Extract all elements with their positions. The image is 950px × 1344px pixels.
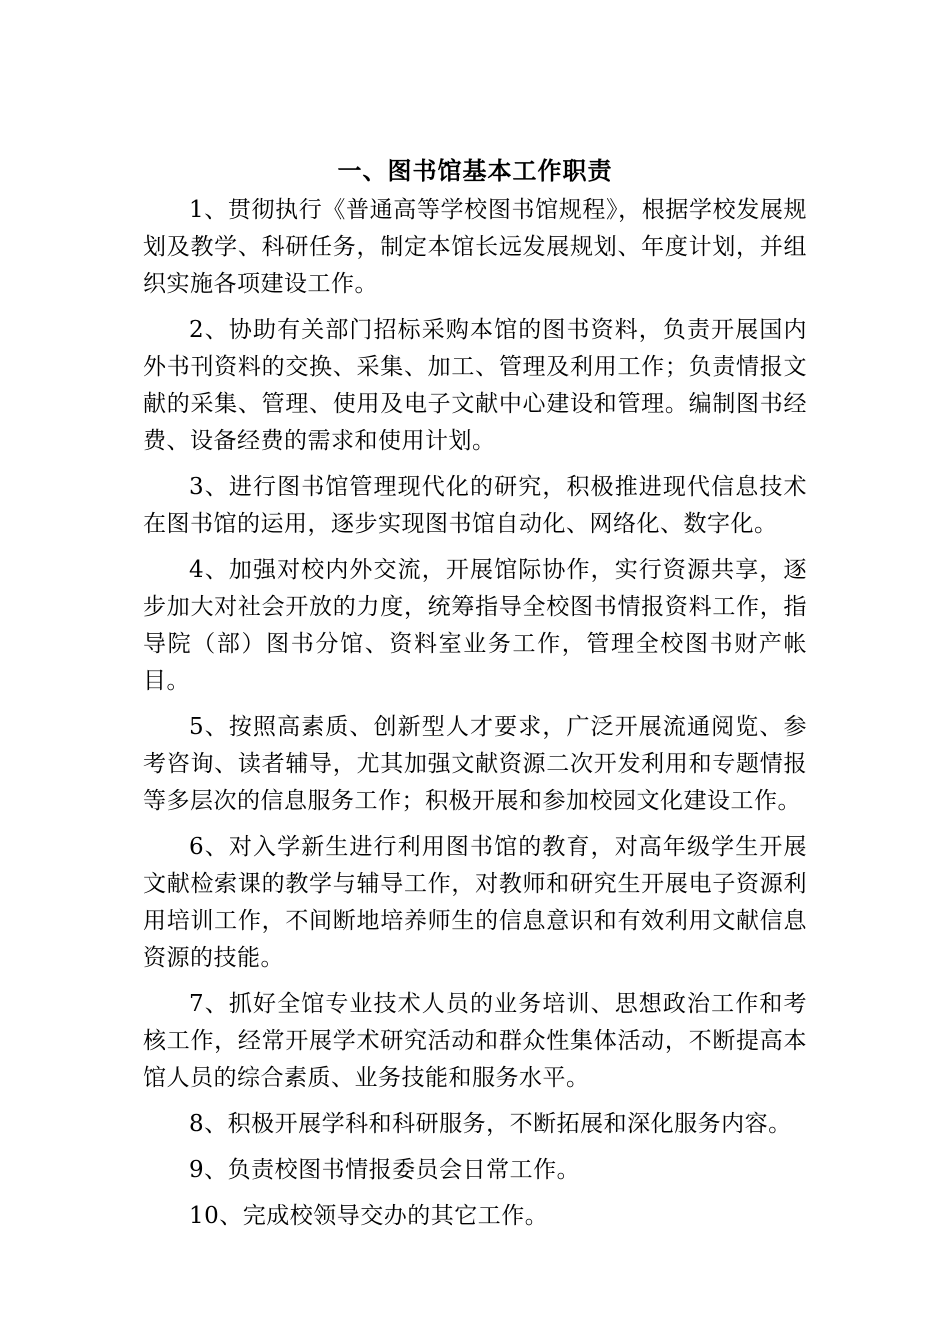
- paragraph-4: 4、加强对校内外交流，开展馆际协作，实行资源共享，逐步加大对社会开放的力度，统筹指导全校图书情报资料工作，指导院（部）图书分馆、资料室业务工作，管理全校图书财产帐目。: [143, 557, 807, 694]
- paragraph-2: 2、协助有关部门招标采购本馆的图书资料，负责开展国内外书刊资料的交换、采集、加工、管理及利用工作；负责情报文献的采集、管理、使用及电子文献中心建设和管理。编制图书经费、设备经费的需求和使用计划。: [143, 317, 807, 454]
- paragraph-5: 5、按照高素质、创新型人才要求，广泛开展流通阅览、参考咨询、读者辅导，尤其加强文献资源二次开发利用和专题情报等多层次的信息服务工作；积极开展和参加校园文化建设工作。: [143, 714, 807, 814]
- paragraph-6: 6、对入学新生进行利用图书馆的教育，对高年级学生开展文献检索课的教学与辅导工作，对教师和研究生开展电子资源利用培训工作，不间断地培养师生的信息意识和有效利用文献信息资源的技能。: [143, 834, 807, 971]
- document-title: 一、图书馆基本工作职责: [337, 156, 613, 185]
- paragraph-8: 8、积极开展学科和科研服务，不断拓展和深化服务内容。: [189, 1111, 792, 1137]
- paragraph-1: 1、贯彻执行《普通高等学校图书馆规程》，根据学校发展规划及教学、科研任务，制定本馆长远发展规划、年度计划，并组织实施各项建设工作。: [143, 197, 807, 297]
- document-body: [143, 192, 807, 1244]
- paragraph-3: 3、进行图书馆管理现代化的研究，积极推进现代信息技术在图书馆的运用，逐步实现图书馆自动化、网络化、数字化。: [143, 474, 807, 537]
- paragraph-9: 9、负责校图书情报委员会日常工作。: [189, 1157, 581, 1183]
- paragraph-10: 10、完成校领导交办的其它工作。: [189, 1203, 549, 1229]
- paragraph-7: 7、抓好全馆专业技术人员的业务培训、思想政治工作和考核工作，经常开展学术研究活动和群众性集体活动，不断提高本馆人员的综合素质、业务技能和服务水平。: [143, 991, 807, 1091]
